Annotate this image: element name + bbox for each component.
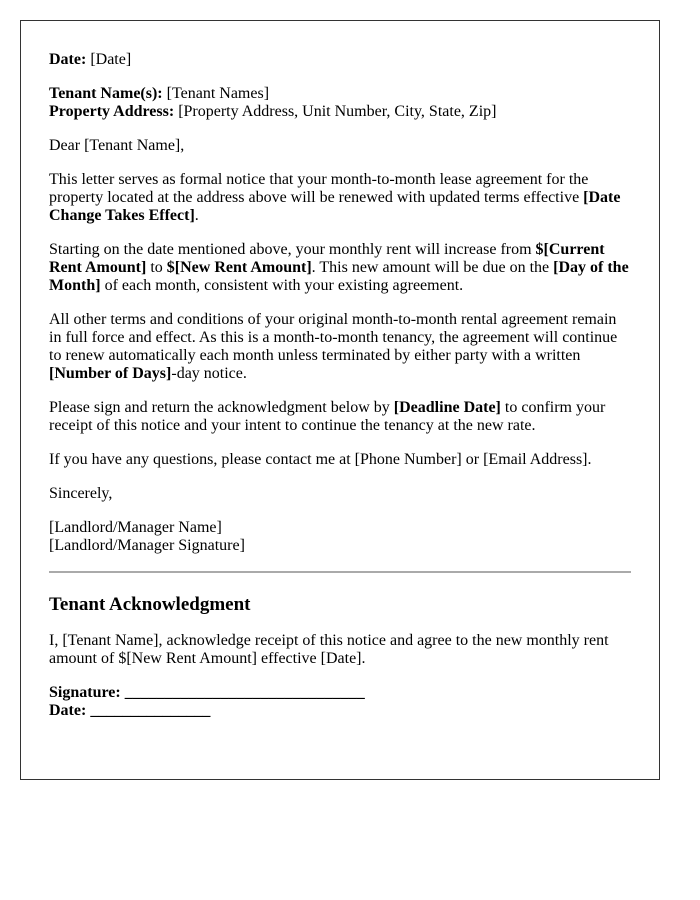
paragraph-deadline <box>49 399 631 435</box>
valediction: Sincerely, <box>49 485 113 502</box>
text: . <box>194 207 199 224</box>
text: Please sign and return the acknowledgment below by <box>49 399 394 416</box>
paragraph-notice <box>49 171 631 225</box>
tenant-line <box>49 85 631 103</box>
tenant-value: [Tenant Names] <box>166 85 270 102</box>
text: to confirm your receipt of this notice and your intent to continue the tenancy at the new rate. <box>49 399 606 434</box>
section-divider <box>49 571 631 573</box>
date-line <box>49 51 631 69</box>
text: to <box>146 259 167 276</box>
recipient-block <box>49 85 631 121</box>
date-field[interactable] <box>49 702 631 720</box>
text: . This new amount will be due on the <box>311 259 554 276</box>
signature-block <box>49 519 631 555</box>
signature-label: Signature: <box>49 684 121 701</box>
text: -day notice. <box>171 365 247 382</box>
acknowledgment-heading: Tenant Acknowledgment <box>49 594 251 615</box>
paragraph-terms <box>49 311 631 383</box>
due-day-placeholder: [Day of the Month] <box>49 259 629 294</box>
paragraph-rent-increase <box>49 241 631 295</box>
notice-days-placeholder: [Number of Days] <box>49 365 172 382</box>
landlord-signature: [Landlord/Manager Signature] <box>49 537 245 554</box>
date-field-label: Date: <box>49 702 87 719</box>
deadline-placeholder: [Deadline Date] <box>393 399 501 416</box>
text: Starting on the date mentioned above, your monthly rent will increase from <box>49 241 536 258</box>
property-label: Property Address: <box>49 103 175 120</box>
acknowledgment-text: I, [Tenant Name], acknowledge receipt of this notice and agree to the new monthly rent amount of $[New Rent Amount] effective [Date]. <box>49 632 609 667</box>
signature-blank[interactable]: ______________________________ <box>124 684 365 701</box>
text: This letter serves as formal notice that your month-to-month lease agreement for the property located at the address above will be renewed with updated terms effective <box>49 171 589 206</box>
text: of each month, consistent with your existing agreement. <box>100 277 464 294</box>
tenant-label: Tenant Name(s): <box>49 85 163 102</box>
letter-page <box>20 20 660 780</box>
date-blank[interactable]: _______________ <box>90 702 211 719</box>
date-label: Date: <box>49 51 87 68</box>
effective-date-placeholder: [Date Change Takes Effect] <box>49 189 621 224</box>
signature-field[interactable] <box>49 684 631 702</box>
paragraph-contact: If you have any questions, please contact me at [Phone Number] or [Email Address]. <box>49 451 592 468</box>
acknowledgment-sign-fields <box>49 684 631 720</box>
property-line <box>49 103 631 121</box>
property-value: [Property Address, Unit Number, City, State, Zip] <box>178 103 497 120</box>
salutation: Dear [Tenant Name], <box>49 137 185 154</box>
current-rent-placeholder: $[Current Rent Amount] <box>49 241 605 276</box>
landlord-name: [Landlord/Manager Name] <box>49 519 222 536</box>
text: All other terms and conditions of your original month-to-month rental agreement remain in full force and effect. As this is a month-to-month tenancy, the agreement will continue to renew automatically each month unless terminated by either party with a written <box>49 311 618 364</box>
date-value: [Date] <box>90 51 132 68</box>
new-rent-placeholder: $[New Rent Amount] <box>166 259 312 276</box>
